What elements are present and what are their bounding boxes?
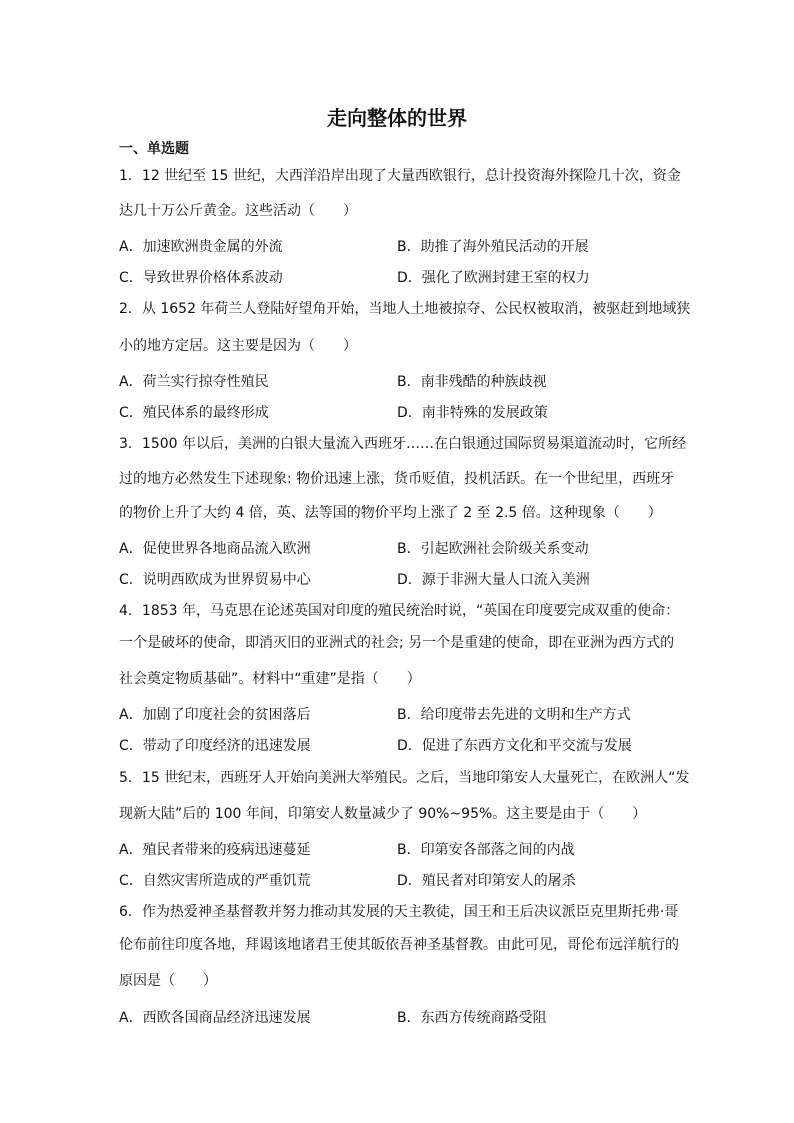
question-2-option-c: C．殖民体系的最终形成	[119, 405, 269, 421]
question-4-option-c: C．带动了印度经济的迅速发展	[119, 738, 311, 754]
question-5-line-2: 现新大陆”后的 100 年间，印第安人数量减少了 90%~95%。这主要是由于（ ）	[119, 806, 647, 822]
question-3-line-2: 过的地方必然发生下述现象: 物价迅速上涨，货币贬值，投机活跃。在一个世纪里，西班牙	[119, 471, 675, 487]
section-heading: 一、单选题	[119, 141, 189, 157]
question-6-line-3: 原因是（ ）	[119, 973, 217, 989]
question-6-line-1: 6．作为热爱神圣基督教并努力推动其发展的天主教徒，国王和王后决议派臣克里斯托弗·哥	[119, 904, 679, 920]
question-1-option-d: D．强化了欧洲封建王室的权力	[397, 270, 590, 286]
question-3-option-c: C．说明西欧成为世界贸易中心	[119, 572, 311, 588]
question-6-option-a: A．西欧各国商品经济迅速发展	[119, 1010, 311, 1026]
question-5-option-c: C．自然灾害所造成的严重饥荒	[119, 873, 311, 889]
question-2-option-d: D．南非特殊的发展政策	[397, 405, 548, 421]
question-4-option-b: B．给印度带去先进的文明和生产方式	[397, 707, 631, 723]
question-2-line-1: 2．从 1652 年荷兰人登陆好望角开始，当地人土地被掠夺、公民权被取消，被驱赶到地域狭	[119, 301, 691, 317]
question-4-line-1: 4．1853 年，马克思在论述英国对印度的殖民统治时说，“英国在印度要完成双重的使命：	[119, 603, 680, 619]
question-1-line-1: 1．12 世纪至 15 世纪，大西洋沿岸出现了大量西欧银行，总计投资海外探险几十次，资金	[119, 168, 681, 184]
question-2-line-2: 小的地方定居。这主要是因为（ ）	[119, 338, 357, 354]
question-4-option-d: D．促进了东西方文化和平交流与发展	[397, 738, 632, 754]
page-title: 走向整体的世界	[327, 106, 467, 130]
question-1-option-a: A．加速欧洲贵金属的外流	[119, 239, 283, 255]
question-4-line-3: 社会奠定物质基础”。材料中“重建”是指（ ）	[119, 671, 421, 687]
question-2-option-a: A．荷兰实行掠夺性殖民	[119, 374, 269, 390]
question-6-option-b: B．东西方传统商路受阻	[397, 1010, 547, 1026]
question-3-option-a: A．促使世界各地商品流入欧洲	[119, 541, 311, 557]
question-5-option-b: B．印第安各部落之间的内战	[397, 842, 575, 858]
question-1-option-b: B．助推了海外殖民活动的开展	[397, 239, 589, 255]
question-2-option-b: B．南非残酷的种族歧视	[397, 374, 547, 390]
question-1-option-c: C．导致世界价格体系波动	[119, 270, 283, 286]
question-4-line-2: 一个是破坏的使命，即消灭旧的亚洲式的社会; 另一个是重建的使命，即在亚洲为西方式的	[119, 635, 675, 651]
question-3-line-3: 的物价上升了大约 4 倍，英、法等国的物价平均上涨了 2 至 2.5 倍。这种现象（ ）	[119, 505, 662, 521]
question-3-option-d: D．源于非洲大量人口流入美洲	[397, 572, 590, 588]
question-1-line-2: 达几十万公斤黄金。这些活动（ ）	[119, 203, 357, 219]
question-3-option-b: B．引起欧洲社会阶级关系变动	[397, 541, 589, 557]
question-5-option-a: A．殖民者带来的疫病迅速蔓延	[119, 842, 311, 858]
question-6-line-2: 伦布前往印度各地，拜谒该地诸君王使其皈依吾神圣基督教。由此可见，哥伦布远洋航行的	[119, 937, 679, 953]
question-4-option-a: A．加剧了印度社会的贫困落后	[119, 707, 311, 723]
question-5-line-1: 5．15 世纪末，西班牙人开始向美洲大举殖民。之后，当地印第安人大量死亡，在欧洲人“发	[119, 770, 690, 786]
question-3-line-1: 3．1500 年以后，美洲的白银大量流入西班牙……在白银通过国际贸易渠道流动时，它所经	[119, 436, 686, 452]
question-5-option-d: D．殖民者对印第安人的屠杀	[397, 873, 576, 889]
